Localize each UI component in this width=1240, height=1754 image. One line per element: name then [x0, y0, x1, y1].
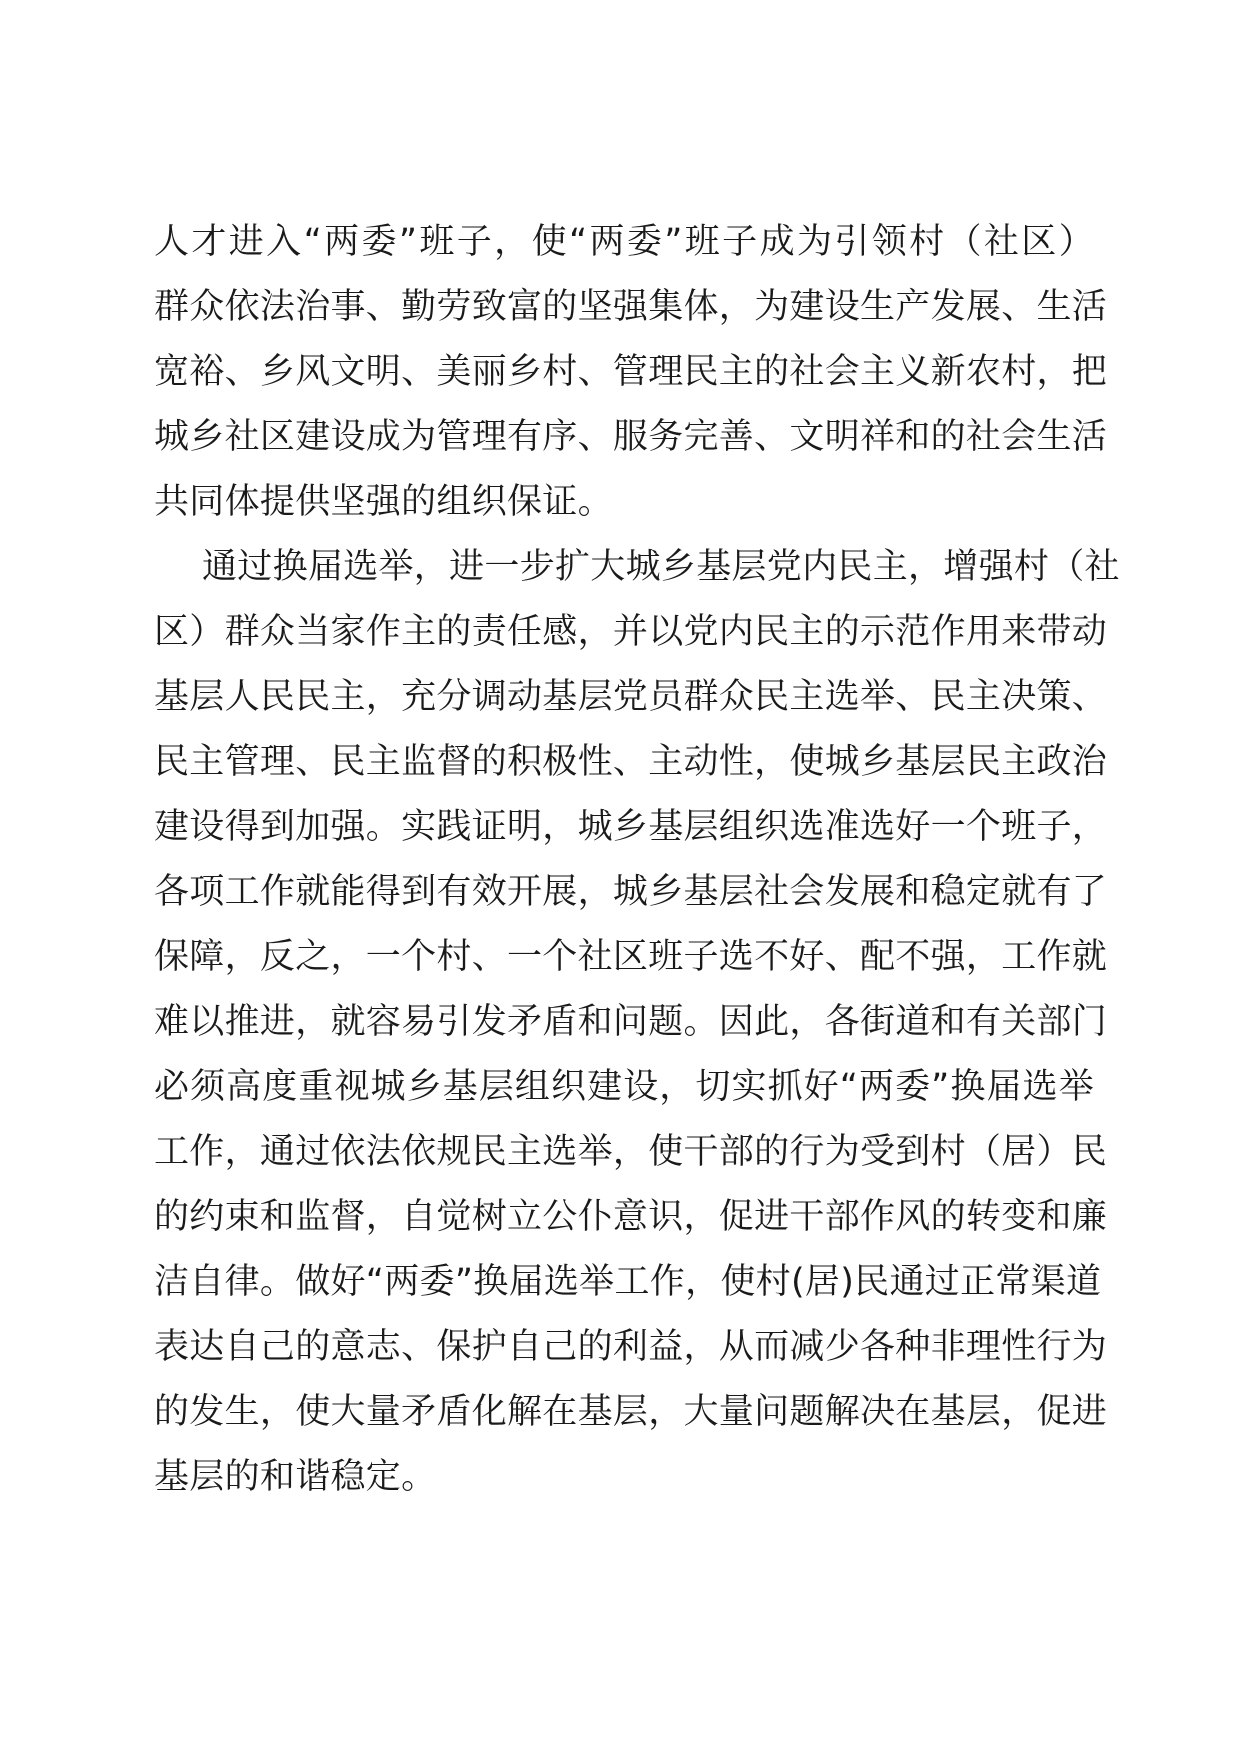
paragraph-line: 基层人民民主，充分调动基层党员群众民主选举、民主决策、 — [154, 677, 1108, 717]
paragraph-line: 宽裕、乡风文明、美丽乡村、管理民主的社会主义新农村，把 — [154, 352, 1108, 392]
paragraph-1 — [154, 210, 1108, 535]
paragraph-line: 民主管理、民主监督的积极性、主动性，使城乡基层民主政治 — [154, 742, 1108, 782]
paragraph-line: 建设得到加强。实践证明，城乡基层组织选准选好一个班子， — [154, 807, 1108, 847]
paragraph-line: 区）群众当家作主的责任感，并以党内民主的示范作用来带动 — [154, 612, 1108, 652]
paragraph-line: 各项工作就能得到有效开展，城乡基层社会发展和稳定就有了 — [154, 872, 1108, 912]
paragraph-line: 通过换届选举，进一步扩大城乡基层党内民主，增强村（社 — [202, 547, 1120, 587]
paragraph-line: 人才进入“两委”班子，使“两委”班子成为引领村（社区） — [154, 222, 1094, 262]
paragraph-line: 城乡社区建设成为管理有序、服务完善、文明祥和的社会生活 — [154, 417, 1108, 457]
paragraph-line: 共同体提供坚强的组织保证。 — [154, 482, 613, 522]
paragraph-line: 保障，反之，一个村、一个社区班子选不好、配不强，工作就 — [154, 937, 1108, 977]
paragraph-line: 群众依法治事、勤劳致富的坚强集体，为建设生产发展、生活 — [154, 287, 1108, 327]
paragraph-2 — [154, 535, 1120, 1510]
paragraph-line: 洁自律。做好“两委”换届选举工作，使村(居)民通过正常渠道 — [154, 1262, 1102, 1302]
paragraph-line: 的约束和监督，自觉树立公仆意识，促进干部作风的转变和廉 — [154, 1197, 1108, 1237]
paragraph-line: 必须高度重视城乡基层组织建设，切实抓好“两委”换届选举 — [154, 1067, 1094, 1107]
document-body — [154, 210, 1120, 1510]
paragraph-line: 表达自己的意志、保护自己的利益，从而减少各种非理性行为 — [154, 1327, 1108, 1367]
paragraph-line: 工作，通过依法依规民主选举，使干部的行为受到村（居）民 — [154, 1132, 1108, 1172]
paragraph-line: 基层的和谐稳定。 — [154, 1457, 437, 1497]
paragraph-line: 的发生，使大量矛盾化解在基层，大量问题解决在基层，促进 — [154, 1392, 1108, 1432]
paragraph-line: 难以推进，就容易引发矛盾和问题。因此，各街道和有关部门 — [154, 1002, 1108, 1042]
